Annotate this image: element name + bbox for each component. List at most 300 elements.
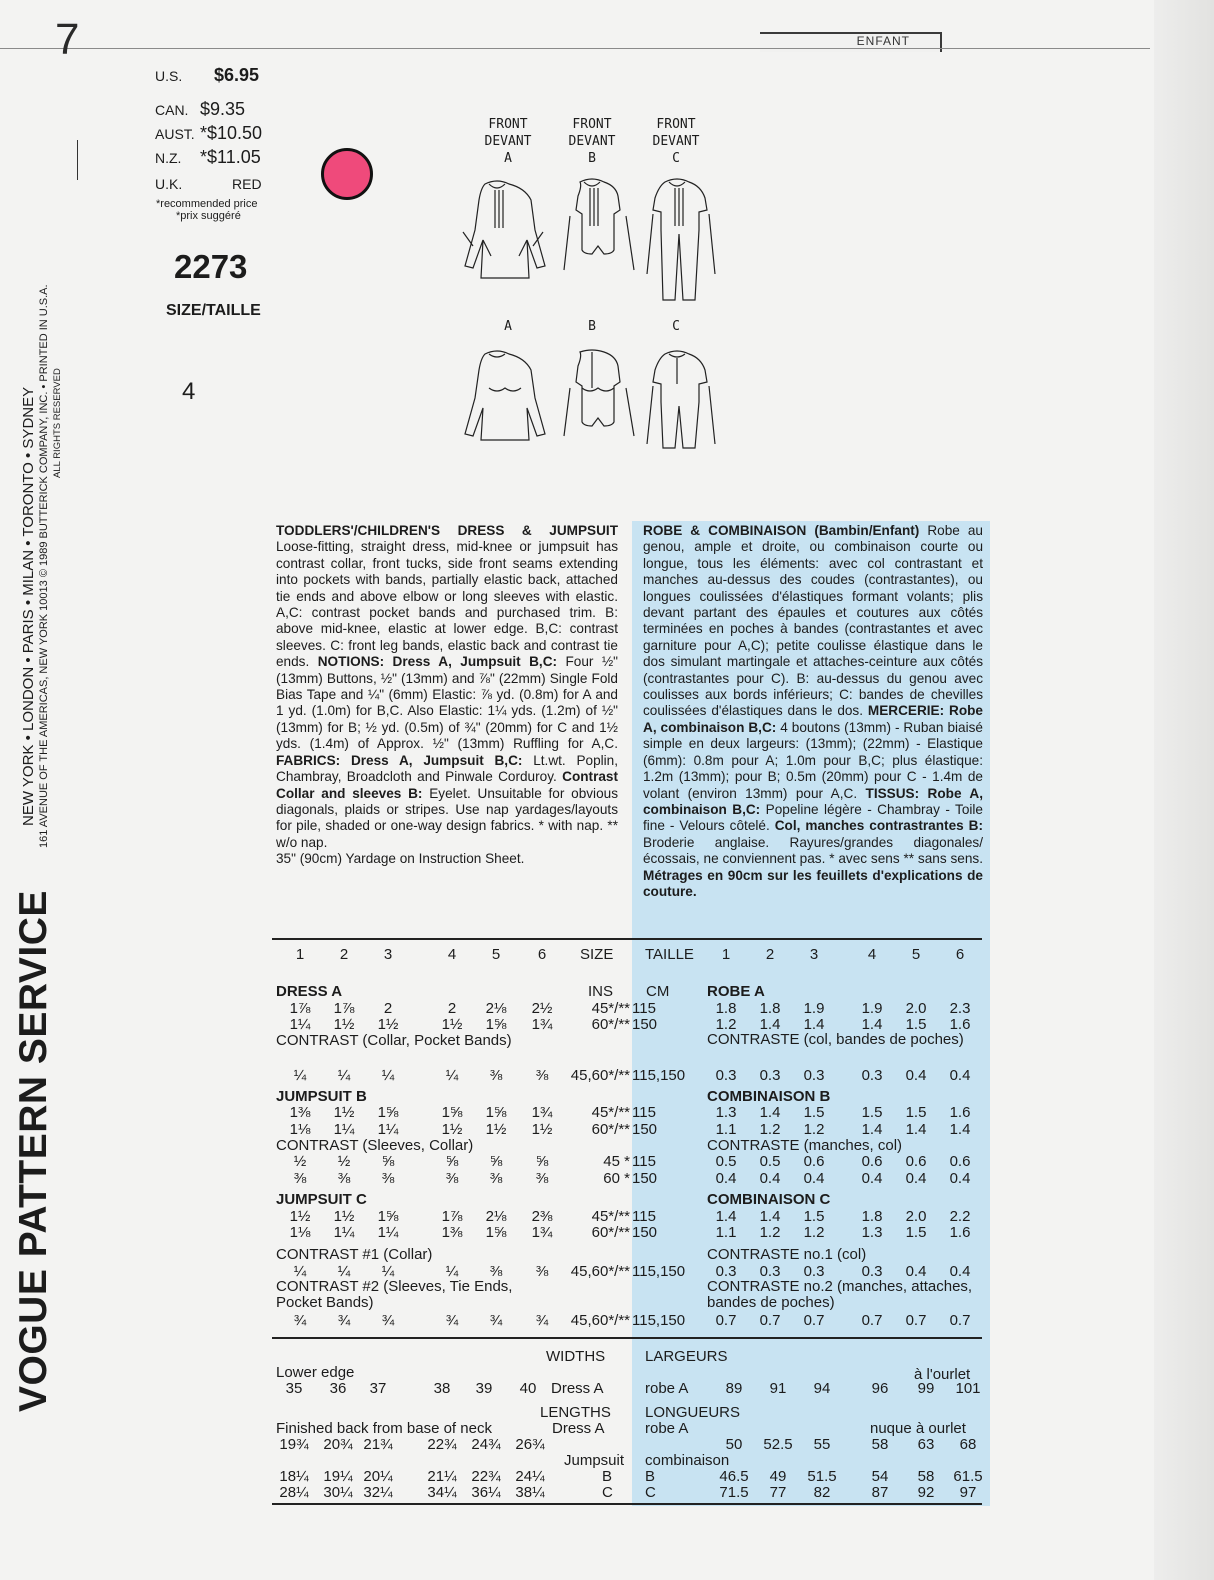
yardage-cell-fr: 0.5 bbox=[715, 1153, 737, 1170]
desc-en-fabrics: Lt.wt. Poplin, Chambray, Broadcloth and Pinwale Corduroy. bbox=[276, 752, 619, 785]
back-jumpsuit-b-sketch bbox=[564, 350, 634, 436]
yardage-cell-en: ¼ bbox=[445, 1067, 459, 1084]
finished-back-label: Finished back from base of neck bbox=[276, 1420, 492, 1437]
desc-en-title: TODDLERS'/CHILDREN'S DRESS & JUMPSUIT bbox=[276, 523, 618, 538]
yardage-cell-fr: 0.4 bbox=[803, 1170, 825, 1187]
yardage-cell-en: 2⅜ bbox=[531, 1208, 553, 1225]
yardage-cell-en: 1¼ bbox=[377, 1224, 399, 1241]
yardage-cell-en: 1⅜ bbox=[289, 1104, 311, 1121]
yardage-cell-en: 2⅛ bbox=[485, 1208, 507, 1225]
width-fr-cell: 91 bbox=[769, 1380, 787, 1397]
dress-length-fr-cell: 52.5 bbox=[763, 1436, 793, 1453]
yardage-cell-en: ¼ bbox=[293, 1263, 307, 1280]
desc-fr-title: ROBE & COMBINAISON (Bambin/Enfant) bbox=[643, 523, 920, 538]
desc-fr-mercerie-label: MERCERIE: Robe A, combinaison B,C: bbox=[643, 703, 983, 735]
size-header-en: 1 bbox=[295, 946, 305, 963]
yardage-cell-en: ⅜ bbox=[337, 1170, 351, 1187]
yardage-cm: 150 bbox=[632, 1016, 658, 1033]
yardage-cm: 150 bbox=[632, 1224, 658, 1241]
yardage-cell-en: ½ bbox=[293, 1153, 307, 1170]
desc-en-body: Loose-fitting, straight dress, mid-knee or jumpsuit has contrast collar, front tucks, side front seams extending into pockets with bands, partially elastic back, attached tie ends and above elbow or long sleeves with elastic. A,C: contrast pocket bands and purchased trim. B: above mid-knee, elastic at lower edge. B,C: contrast sleeves. C: front leg bands, elastic back and contrast tie ends. bbox=[276, 539, 618, 670]
yardage-cell-en: ¾ bbox=[381, 1312, 395, 1329]
yardage-cell-en: ⅝ bbox=[381, 1153, 395, 1170]
front-label-a-l2: DEVANT bbox=[484, 134, 532, 149]
size-value: 4 bbox=[182, 378, 196, 405]
c-length-en-cell: 28¼ bbox=[279, 1484, 309, 1501]
yardage-row-label-fr: CONTRASTE (col, bandes de poches) bbox=[707, 1031, 964, 1048]
yardage-cell-en: 1⅝ bbox=[485, 1224, 507, 1241]
yardage-cell-en: 1¼ bbox=[333, 1121, 355, 1138]
largeurs-label: LARGEURS bbox=[645, 1348, 728, 1365]
a-lourlet-label: à l'ourlet bbox=[914, 1366, 971, 1383]
b-length-en-cell: 18¼ bbox=[279, 1468, 309, 1485]
c-length-fr-cell: 92 bbox=[917, 1484, 935, 1501]
size-header-en: 2 bbox=[339, 946, 349, 963]
b-length-fr-cell: 58 bbox=[917, 1468, 935, 1485]
yardage-ins: 45*/** bbox=[591, 1000, 630, 1017]
yardage-row-label-en: CONTRAST #2 (Sleeves, Tie Ends, Pocket Bands) bbox=[276, 1278, 513, 1311]
yardage-cell-en: 1¼ bbox=[377, 1121, 399, 1138]
desc-en-yardage: 35" (90cm) Yardage on Instruction Sheet. bbox=[276, 851, 525, 867]
yardage-cell-en: ¼ bbox=[381, 1067, 395, 1084]
yardage-cell-en: 1¼ bbox=[333, 1224, 355, 1241]
yardage-cell-fr: 0.4 bbox=[905, 1067, 927, 1084]
yardage-cell-fr: 1.5 bbox=[905, 1224, 927, 1241]
size-header-en: 6 bbox=[537, 946, 547, 963]
yardage-cell-en: 1⅛ bbox=[289, 1224, 311, 1241]
yardage-ins: 60*/** bbox=[591, 1016, 630, 1033]
yardage-cell-en: 1⅝ bbox=[485, 1104, 507, 1121]
b-length-en-cell: 20¼ bbox=[363, 1468, 393, 1485]
width-fr-cell: 94 bbox=[813, 1380, 831, 1397]
size-header-fr: 2 bbox=[765, 946, 775, 963]
yardage-row-label-fr: COMBINAISON C bbox=[707, 1191, 831, 1208]
yardage-cell-fr: 0.4 bbox=[949, 1170, 971, 1187]
yardage-cell-fr: 1.4 bbox=[759, 1208, 781, 1225]
corner-mark: 7 bbox=[55, 15, 80, 64]
yardage-cell-en: ¼ bbox=[381, 1263, 395, 1280]
widths-label: WIDTHS bbox=[546, 1348, 606, 1365]
yardage-cell-fr: 1.5 bbox=[803, 1104, 825, 1121]
dress-a-width-label: Dress A bbox=[551, 1380, 604, 1397]
yardage-cell-fr: 1.4 bbox=[715, 1208, 737, 1225]
yardage-cell-fr: 1.5 bbox=[803, 1208, 825, 1225]
yardage-cell-fr: 1.1 bbox=[715, 1224, 737, 1241]
size-header-fr: 1 bbox=[721, 946, 731, 963]
yardage-cell-en: ¾ bbox=[535, 1312, 549, 1329]
fold-mark bbox=[77, 140, 78, 180]
yardage-cm: 115 bbox=[632, 1000, 656, 1017]
yardage-cell-en: 1½ bbox=[333, 1208, 355, 1225]
front-jumpsuit-b-sketch bbox=[564, 179, 634, 270]
yardage-cell-fr: 1.4 bbox=[759, 1104, 781, 1121]
front-label-a-l3: A bbox=[504, 151, 512, 166]
price-value: $6.95 bbox=[214, 65, 260, 85]
yardage-cell-en: ¾ bbox=[489, 1312, 503, 1329]
yardage-cell-en: 1⅝ bbox=[441, 1104, 463, 1121]
yardage-cm: 115,150 bbox=[632, 1067, 686, 1084]
yardage-cell-en: 2½ bbox=[531, 1000, 553, 1017]
yardage-cell-en: ⅜ bbox=[489, 1263, 503, 1280]
c-length-fr-cell: 97 bbox=[959, 1484, 977, 1501]
yardage-cell-en: 1¾ bbox=[531, 1104, 553, 1121]
yardage-cell-en: ¼ bbox=[337, 1067, 351, 1084]
desc-fr-mercerie: 4 boutons (13mm) - Ruban biaisé simple en deux largeurs: (13mm); (22mm) - Elastique (6mm): 0.8m pour A; 1.0m pour B,C; plus élastique: 1.2m (13mm); pour B; 0.5m (20mm) pour C - 1.4m de volant (environ 13mm) pour A,C. bbox=[643, 719, 983, 801]
price-value: *$11.05 bbox=[200, 147, 261, 167]
size-header-en: 4 bbox=[447, 946, 457, 963]
yardage-cell-en: ¼ bbox=[337, 1263, 351, 1280]
yardage-cell-fr: 1.9 bbox=[861, 1000, 883, 1017]
yardage-ins: 60 * bbox=[603, 1170, 630, 1187]
size-header-fr: 3 bbox=[809, 946, 819, 963]
front-label-b-l1: FRONT bbox=[572, 117, 612, 132]
brand-name: VOGUE PATTERN SERVICE bbox=[12, 890, 55, 1412]
desc-fr-col-label: Col, manches contrastrantes B: bbox=[774, 818, 984, 834]
yardage-cell-en: ⅜ bbox=[535, 1170, 549, 1187]
ins-header: INS bbox=[588, 983, 614, 1000]
taille-header-label: TAILLE bbox=[645, 946, 694, 963]
dress-length-fr-cell: 55 bbox=[813, 1436, 831, 1453]
yardage-cell-fr: 0.7 bbox=[759, 1312, 781, 1329]
desc-fr-body: Robe au genou, ample et droite, ou combinaison courte ou longue, tous les éléments: avec col contrastant et manches au-dessus des coudes (contrastantes), ou longues coulissées d'élastiques formant volants; plis devant partant des épaules et coutures aux côtés terminées en poches à bandes (contrastantes et avec garniture pour A,C); petite coulisse élastique dans le dos simulant martingale et attaches-ceinture aux côtés (contrastantes pour C). B: au-dessus du genou avec coulisses aux bords inférieurs; C: bandes de chevilles coulissées d'élastiques dans le dos. bbox=[643, 523, 983, 719]
c-length-fr-cell: 82 bbox=[813, 1484, 831, 1501]
yardage-row-label-en: DRESS A bbox=[276, 983, 343, 1000]
yardage-cell-fr: 1.4 bbox=[905, 1121, 927, 1138]
yardage-cell-fr: 1.2 bbox=[759, 1224, 781, 1241]
yardage-cell-fr: 0.5 bbox=[759, 1153, 781, 1170]
yardage-cell-en: ⅜ bbox=[535, 1067, 549, 1084]
c-length-fr-cell: 71.5 bbox=[719, 1484, 749, 1501]
yardage-row-label-fr: ROBE A bbox=[707, 983, 765, 1000]
table-top-rule bbox=[272, 938, 982, 940]
desc-en-notions-label: NOTIONS: Dress A, Jumpsuit B,C: bbox=[317, 654, 558, 670]
longueurs-label: LONGUEURS bbox=[645, 1404, 741, 1421]
yardage-cell-fr: 1.9 bbox=[803, 1000, 825, 1017]
table-bottom-rule bbox=[272, 1503, 982, 1505]
table-mid-rule bbox=[272, 1337, 982, 1339]
yardage-row-label-fr: CONTRASTE (manches, col) bbox=[707, 1137, 903, 1154]
envelope-edge bbox=[1154, 0, 1214, 1580]
yardage-cell-fr: 0.7 bbox=[803, 1312, 825, 1329]
yardage-cell-fr: 0.3 bbox=[861, 1067, 883, 1084]
yardage-cell-en: 2⅛ bbox=[485, 1000, 507, 1017]
yardage-cell-en: ⅝ bbox=[489, 1153, 503, 1170]
b-length-en-cell: 21¼ bbox=[427, 1468, 457, 1485]
c-length-label-en: C bbox=[602, 1484, 613, 1501]
front-label-c-l1: FRONT bbox=[656, 117, 696, 132]
yardage-cell-fr: 0.3 bbox=[715, 1263, 737, 1280]
lengths-label: LENGTHS bbox=[540, 1404, 611, 1421]
back-label-b: B bbox=[588, 319, 596, 334]
b-length-en-cell: 24¼ bbox=[515, 1468, 545, 1485]
yardage-ins: 45,60*/** bbox=[570, 1263, 630, 1280]
yardage-cell-fr: 2.2 bbox=[949, 1208, 971, 1225]
front-label-b-l2: DEVANT bbox=[568, 134, 616, 149]
front-dress-a-sketch bbox=[463, 181, 545, 278]
yardage-cm: 150 bbox=[632, 1121, 658, 1138]
front-label-c bbox=[636, 116, 716, 167]
yardage-cell-fr: 1.2 bbox=[803, 1121, 825, 1138]
yardage-ins: 60*/** bbox=[591, 1121, 630, 1138]
yardage-cell-fr: 0.3 bbox=[715, 1067, 737, 1084]
c-length-en-cell: 34¼ bbox=[427, 1484, 457, 1501]
dress-length-en-cell: 26¾ bbox=[515, 1436, 545, 1453]
description-french bbox=[643, 523, 983, 900]
yardage-cell-fr: 0.4 bbox=[861, 1170, 883, 1187]
dress-length-fr-cell: 63 bbox=[917, 1436, 935, 1453]
yardage-cell-fr: 0.7 bbox=[949, 1312, 971, 1329]
garment-sketches bbox=[455, 170, 725, 450]
yardage-cell-fr: 2.0 bbox=[905, 1000, 927, 1017]
yardage-cell-en: 1½ bbox=[441, 1121, 463, 1138]
yardage-cell-fr: 1.4 bbox=[861, 1016, 883, 1033]
jumpsuit-length-label: Jumpsuit bbox=[564, 1452, 625, 1469]
robe-a-length-label: robe A bbox=[645, 1420, 689, 1437]
size-header-en: 5 bbox=[491, 946, 501, 963]
desc-en-contrast-label: Contrast Collar and sleeves B: bbox=[276, 769, 619, 801]
yardage-cell-en: 1⅞ bbox=[441, 1208, 463, 1225]
c-length-en-cell: 30¼ bbox=[323, 1484, 353, 1501]
width-fr-cell: 101 bbox=[955, 1380, 981, 1397]
yardage-ins: 60*/** bbox=[591, 1224, 630, 1241]
yardage-cell-fr: 1.5 bbox=[861, 1104, 883, 1121]
c-length-en-cell: 32¼ bbox=[363, 1484, 393, 1501]
size-header-fr: 5 bbox=[911, 946, 921, 963]
yardage-cell-fr: 1.2 bbox=[715, 1016, 737, 1033]
yardage-row-label-en: JUMPSUIT C bbox=[276, 1191, 367, 1208]
width-en-cell: 35 bbox=[285, 1380, 303, 1397]
dress-length-en-cell: 21¾ bbox=[363, 1436, 393, 1453]
yardage-cell-fr: 0.4 bbox=[715, 1170, 737, 1187]
yardage-cell-fr: 0.4 bbox=[905, 1170, 927, 1187]
dress-length-fr-cell: 68 bbox=[959, 1436, 977, 1453]
yardage-cell-en: ⅝ bbox=[445, 1153, 459, 1170]
yardage-cell-en: 1½ bbox=[289, 1208, 311, 1225]
nuque-label: nuque à ourlet bbox=[870, 1420, 966, 1437]
yardage-cell-en: ¾ bbox=[445, 1312, 459, 1329]
front-label-a-l1: FRONT bbox=[488, 117, 528, 132]
yardage-cell-en: 1⅛ bbox=[289, 1121, 311, 1138]
width-en-cell: 36 bbox=[329, 1380, 347, 1397]
yardage-cell-en: ½ bbox=[337, 1153, 351, 1170]
b-length-fr-cell: 54 bbox=[871, 1468, 889, 1485]
price-label: AUST. bbox=[155, 126, 195, 142]
b-length-fr-cell: 49 bbox=[769, 1468, 787, 1485]
yardage-cell-fr: 0.4 bbox=[759, 1170, 781, 1187]
yardage-cell-fr: 1.4 bbox=[949, 1121, 971, 1138]
yardage-cell-fr: 0.6 bbox=[803, 1153, 825, 1170]
yardage-cell-fr: 1.3 bbox=[861, 1224, 883, 1241]
width-fr-cell: 89 bbox=[725, 1380, 743, 1397]
desc-fr-metrages: Métrages en 90cm sur les feuillets d'explications de couture. bbox=[643, 867, 983, 899]
dress-length-en-cell: 22¾ bbox=[427, 1436, 457, 1453]
price-label: CAN. bbox=[155, 102, 189, 118]
yardage-cell-fr: 1.2 bbox=[803, 1224, 825, 1241]
yardage-cell-fr: 0.3 bbox=[861, 1263, 883, 1280]
size-header-label: SIZE bbox=[580, 946, 614, 963]
yardage-ins: 45*/** bbox=[591, 1208, 630, 1225]
yardage-cell-fr: 0.7 bbox=[861, 1312, 883, 1329]
yardage-cell-en: ¾ bbox=[293, 1312, 307, 1329]
yardage-cm: 115 bbox=[632, 1104, 656, 1121]
yardage-row-label-fr: CONTRASTE no.2 (manches, attaches, bandes de poches) bbox=[707, 1278, 973, 1311]
b-length-en-cell: 22¾ bbox=[471, 1468, 501, 1485]
recommended-en: *recommended price bbox=[156, 198, 258, 210]
yardage-ins: 45,60*/** bbox=[570, 1067, 630, 1084]
back-label-a: A bbox=[504, 319, 512, 334]
price-label: N.Z. bbox=[155, 150, 182, 166]
yardage-row-label-en: CONTRAST #1 (Collar) bbox=[276, 1246, 433, 1263]
yardage-cm: 115,150 bbox=[632, 1312, 686, 1329]
yardage-ins: 45,60*/** bbox=[570, 1312, 630, 1329]
width-fr-cell: 99 bbox=[917, 1380, 935, 1397]
yardage-cell-fr: 0.6 bbox=[861, 1153, 883, 1170]
yardage-cell-en: 1⅞ bbox=[289, 1000, 311, 1017]
rights-line: ALL RIGHTS RESERVED bbox=[52, 368, 63, 478]
desc-fr-tissus-label: TISSUS: Robe A, combinaison B,C: bbox=[643, 785, 983, 817]
back-jumpsuit-c-sketch bbox=[647, 351, 715, 448]
envelope-tab-label: ENFANT bbox=[856, 34, 910, 48]
yardage-cell-en: 1½ bbox=[485, 1121, 507, 1138]
yardage-cm: 115,150 bbox=[632, 1263, 686, 1280]
yardage-cell-en: 1⅝ bbox=[377, 1104, 399, 1121]
price-value: *$10.50 bbox=[200, 123, 263, 143]
recommended-price-note bbox=[156, 198, 258, 222]
yardage-cell-en: 2 bbox=[447, 1000, 457, 1017]
size-color-dot bbox=[321, 148, 373, 200]
cm-header: CM bbox=[646, 983, 670, 1000]
back-dress-a-sketch bbox=[465, 351, 545, 440]
c-length-fr-cell: 77 bbox=[769, 1484, 787, 1501]
yardage-ins: 45 * bbox=[603, 1153, 630, 1170]
size-header-en: 3 bbox=[383, 946, 393, 963]
yardage-cell-en: 1½ bbox=[377, 1016, 399, 1033]
front-label-a bbox=[468, 116, 548, 167]
yardage-cell-en: 1½ bbox=[333, 1016, 355, 1033]
yardage-cell-fr: 0.3 bbox=[759, 1263, 781, 1280]
dress-length-fr-cell: 50 bbox=[725, 1436, 743, 1453]
yardage-cell-fr: 0.3 bbox=[803, 1263, 825, 1280]
desc-en-contrast: Eyelet. Unsuitable for obvious diagonals, plaids or stripes. Use nap yardages/layouts for pile, shaded or one-way design fabrics. * with nap. ** w/o nap. bbox=[276, 785, 618, 850]
front-label-c-l2: DEVANT bbox=[652, 134, 700, 149]
yardage-cell-en: 1¾ bbox=[531, 1016, 553, 1033]
b-length-fr-cell: 51.5 bbox=[807, 1468, 837, 1485]
size-label: SIZE/TAILLE bbox=[166, 302, 261, 319]
width-en-cell: 38 bbox=[433, 1380, 451, 1397]
yardage-cell-en: 1⅝ bbox=[377, 1208, 399, 1225]
yardage-cell-fr: 1.8 bbox=[861, 1208, 883, 1225]
yardage-row-label-en: CONTRAST (Collar, Pocket Bands) bbox=[276, 1032, 512, 1049]
yardage-cm: 150 bbox=[632, 1170, 658, 1187]
description-english bbox=[276, 523, 618, 868]
yardage-cell-fr: 1.8 bbox=[715, 1000, 737, 1017]
cities-line: NEW YORK • LONDON • PARIS • MILAN • TORONTO • SYDNEY bbox=[20, 386, 37, 826]
pattern-number: 2273 bbox=[174, 248, 248, 285]
desc-fr-col: Broderie anglaise. Rayures/grandes diagonales/écossais, ne conviennent pas. * avec sens ** sans sens. bbox=[643, 834, 983, 867]
yardage-cell-fr: 2.3 bbox=[949, 1000, 971, 1017]
yardage-cell-en: 1⅞ bbox=[333, 1000, 355, 1017]
yardage-cell-en: 1⅜ bbox=[441, 1224, 463, 1241]
yardage-cell-fr: 0.7 bbox=[905, 1312, 927, 1329]
yardage-row-label-en: CONTRAST (Sleeves, Collar) bbox=[276, 1137, 474, 1154]
yardage-cell-fr: 1.8 bbox=[759, 1000, 781, 1017]
c-length-en-cell: 38¼ bbox=[515, 1484, 545, 1501]
yardage-cell-en: 2 bbox=[383, 1000, 393, 1017]
yardage-cell-en: ⅜ bbox=[489, 1067, 503, 1084]
yardage-cell-fr: 1.2 bbox=[759, 1121, 781, 1138]
yardage-cell-fr: 1.4 bbox=[803, 1016, 825, 1033]
yardage-cell-en: ⅜ bbox=[293, 1170, 307, 1187]
yardage-cell-en: ¾ bbox=[337, 1312, 351, 1329]
dress-length-en-cell: 24¾ bbox=[471, 1436, 501, 1453]
yardage-cell-fr: 0.3 bbox=[759, 1067, 781, 1084]
yardage-cell-fr: 1.1 bbox=[715, 1121, 737, 1138]
yardage-cell-en: ⅝ bbox=[535, 1153, 549, 1170]
yardage-row-label-fr: COMBINAISON B bbox=[707, 1088, 831, 1105]
combinaison-length-label: combinaison bbox=[645, 1452, 730, 1469]
width-en-cell: 39 bbox=[475, 1380, 493, 1397]
yardage-cell-fr: 1.6 bbox=[949, 1104, 971, 1121]
size-header-fr: 6 bbox=[955, 946, 965, 963]
robe-a-width-label: robe A bbox=[645, 1380, 689, 1397]
front-label-b bbox=[552, 116, 632, 167]
width-en-cell: 40 bbox=[519, 1380, 537, 1397]
price-label: U.K. bbox=[155, 176, 183, 192]
price-label: U.S. bbox=[155, 68, 183, 84]
yardage-cell-en: 1½ bbox=[441, 1016, 463, 1033]
yardage-cell-en: ¼ bbox=[293, 1067, 307, 1084]
address-line: 161 AVENUE OF THE AMERICAS, NEW YORK 10013 © 1989 BUTTERICK COMPANY, INC. • PRINTED IN U.S.A. bbox=[38, 284, 50, 848]
back-label-c: C bbox=[672, 319, 680, 334]
dress-length-en-cell: 20¾ bbox=[323, 1436, 353, 1453]
yardage-ins: 45*/** bbox=[591, 1104, 630, 1121]
yardage-cell-fr: 1.5 bbox=[905, 1016, 927, 1033]
c-length-label-fr: C bbox=[645, 1484, 656, 1501]
yardage-cell-fr: 1.4 bbox=[759, 1016, 781, 1033]
yardage-cm: 115 bbox=[632, 1208, 656, 1225]
width-en-cell: 37 bbox=[369, 1380, 387, 1397]
yardage-cell-en: ⅜ bbox=[445, 1170, 459, 1187]
yardage-cell-fr: 0.3 bbox=[803, 1067, 825, 1084]
yardage-cell-en: ¼ bbox=[445, 1263, 459, 1280]
yardage-row-label-en: JUMPSUIT B bbox=[276, 1088, 367, 1105]
lower-edge-label: Lower edge bbox=[276, 1364, 355, 1381]
yardage-cell-en: ⅜ bbox=[489, 1170, 503, 1187]
envelope-tab bbox=[760, 32, 942, 52]
price-value: $9.35 bbox=[200, 99, 246, 119]
yardage-cell-en: ⅜ bbox=[535, 1263, 549, 1280]
desc-fr-tissus: Popeline légère - Chambray - Toile fine - Velours côtelé. bbox=[643, 801, 983, 834]
dress-length-en-cell: 19¾ bbox=[279, 1436, 309, 1453]
b-length-label-en: B bbox=[602, 1468, 613, 1485]
front-label-c-l3: C bbox=[672, 151, 680, 166]
yardage-cell-en: 1⅝ bbox=[485, 1016, 507, 1033]
b-length-fr-cell: 46.5 bbox=[719, 1468, 749, 1485]
dress-a-length-label: Dress A bbox=[552, 1420, 605, 1437]
yardage-cell-fr: 1.4 bbox=[861, 1121, 883, 1138]
desc-en-notions: Four ½" (13mm) Buttons, ½" (13mm) and ⅞" (22mm) Single Fold Bias Tape and ¼" (6mm) Elastic: ⅞ yd. (0.8m) for A and 1 yd. (1.0m) for B,C. Also Elastic: 1¼ yds. (1.2m) of ½" (13mm) for B; ½ yd. (0.5m) of ¾" (20mm) for C and 1½ yds. (1.4m) of Approx. ½" (13mm) Ruffling for A,C. bbox=[276, 654, 618, 752]
front-jumpsuit-c-sketch bbox=[647, 179, 715, 300]
yardage-cell-fr: 0.7 bbox=[715, 1312, 737, 1329]
yardage-cell-fr: 1.3 bbox=[715, 1104, 737, 1121]
yardage-cell-en: 1¾ bbox=[531, 1224, 553, 1241]
price-value: RED bbox=[232, 176, 262, 192]
yardage-cell-fr: 1.6 bbox=[949, 1224, 971, 1241]
recommended-fr: *prix suggéré bbox=[176, 210, 241, 222]
fold-line bbox=[0, 48, 1150, 49]
b-length-label-fr: B bbox=[645, 1468, 656, 1485]
yardage-cell-en: ⅜ bbox=[381, 1170, 395, 1187]
